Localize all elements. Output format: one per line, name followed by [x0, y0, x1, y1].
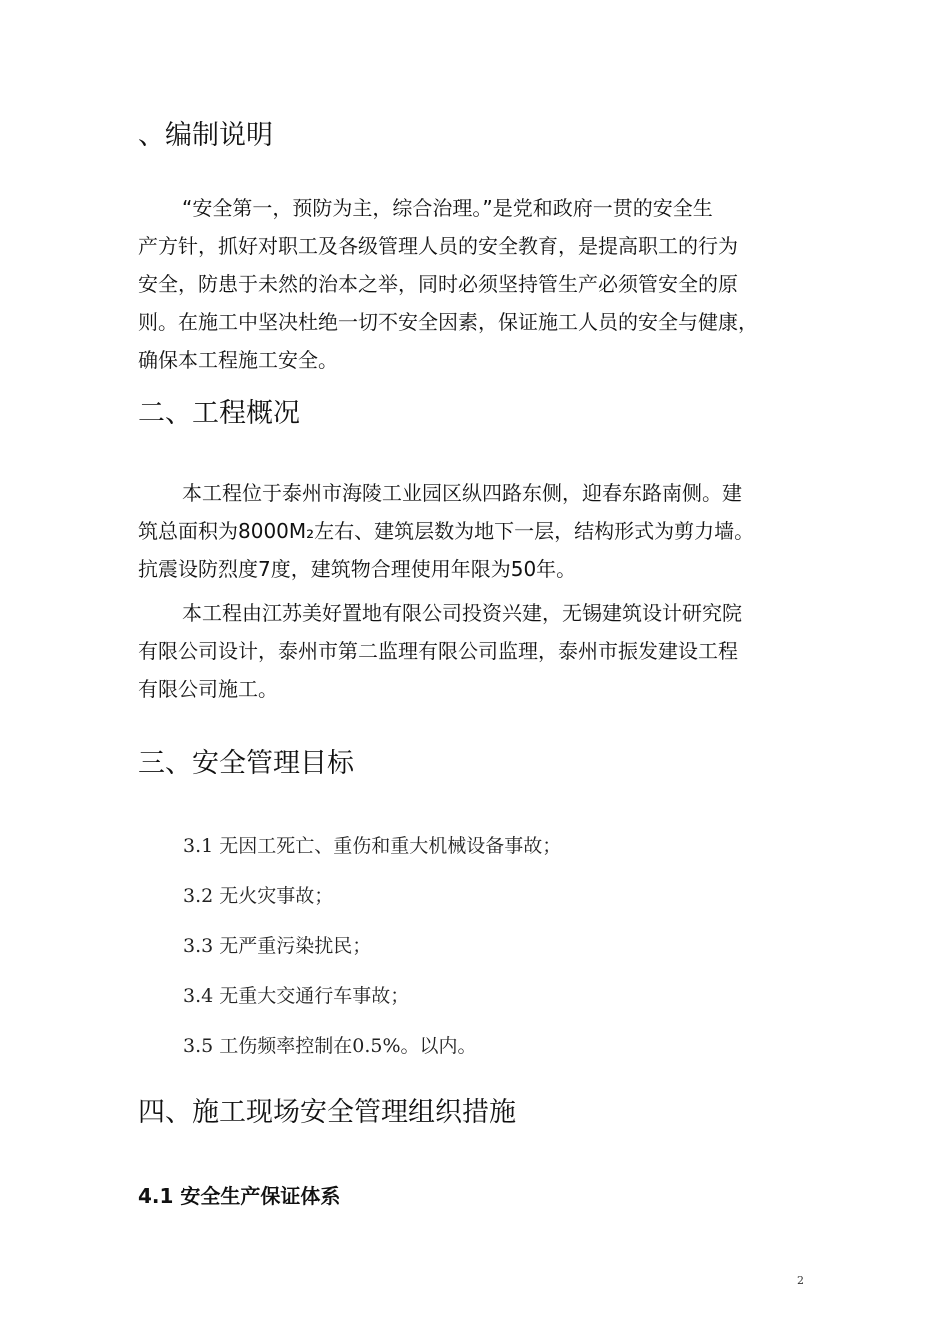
- safety-goals-list: [183, 831, 561, 1081]
- paragraph-line: 筑总面积为8000M₂左右、建筑层数为地下一层，结构形式为剪力墙。: [138, 519, 755, 543]
- list-item: 3.1 无因工死亡、重伤和重大机械设备事故；: [183, 835, 562, 857]
- paragraph-line: 确保本工程施工安全。: [138, 348, 338, 372]
- list-item: 3.2 无火灾事故；: [183, 885, 334, 907]
- paragraph-line: 有限公司设计，泰州市第二监理有限公司监理，泰州市振发建设工程: [138, 639, 738, 663]
- section-heading-4: 四、施工现场安全管理组织措施: [138, 1097, 516, 1128]
- subsection-heading: 4.1 安全生产保证体系: [138, 1184, 341, 1208]
- paragraph-line: 则。在施工中坚决杜绝一切不安全因素，保证施工人员的安全与健康，: [138, 310, 758, 334]
- paragraph-line: 产方针，抓好对职工及各级管理人员的安全教育，是提高职工的行为: [138, 234, 738, 258]
- paragraph-line: 本工程由江苏美好置地有限公司投资兴建，无锡建筑设计研究院: [182, 601, 742, 625]
- list-item: 3.3 无严重污染扰民；: [183, 935, 372, 957]
- paragraph-preparation: [138, 189, 818, 379]
- paragraph-project-overview-2: [138, 594, 818, 708]
- paragraph-project-overview-1: [138, 474, 818, 588]
- page-number: 2: [797, 1274, 804, 1287]
- section-heading-2: 二、工程概况: [138, 398, 300, 429]
- list-item: 3.4 无重大交通行车事故；: [183, 985, 410, 1007]
- section-heading-1: 、编制说明: [138, 120, 273, 151]
- paragraph-line: 本工程位于泰州市海陵工业园区纵四路东侧，迎春东路南侧。建: [182, 481, 742, 505]
- paragraph-line: “安全第一，预防为主，综合治理。”是党和政府一贯的安全生: [182, 196, 713, 220]
- list-item: 3.5 工伤频率控制在0.5%。以内。: [183, 1035, 477, 1057]
- section-heading-3: 三、安全管理目标: [138, 748, 354, 779]
- paragraph-line: 有限公司施工。: [138, 677, 278, 701]
- paragraph-line: 安全，防患于未然的治本之举，同时必须坚持管生产必须管安全的原: [138, 272, 738, 296]
- paragraph-line: 抗震设防烈度7度，建筑物合理使用年限为50年。: [138, 557, 577, 581]
